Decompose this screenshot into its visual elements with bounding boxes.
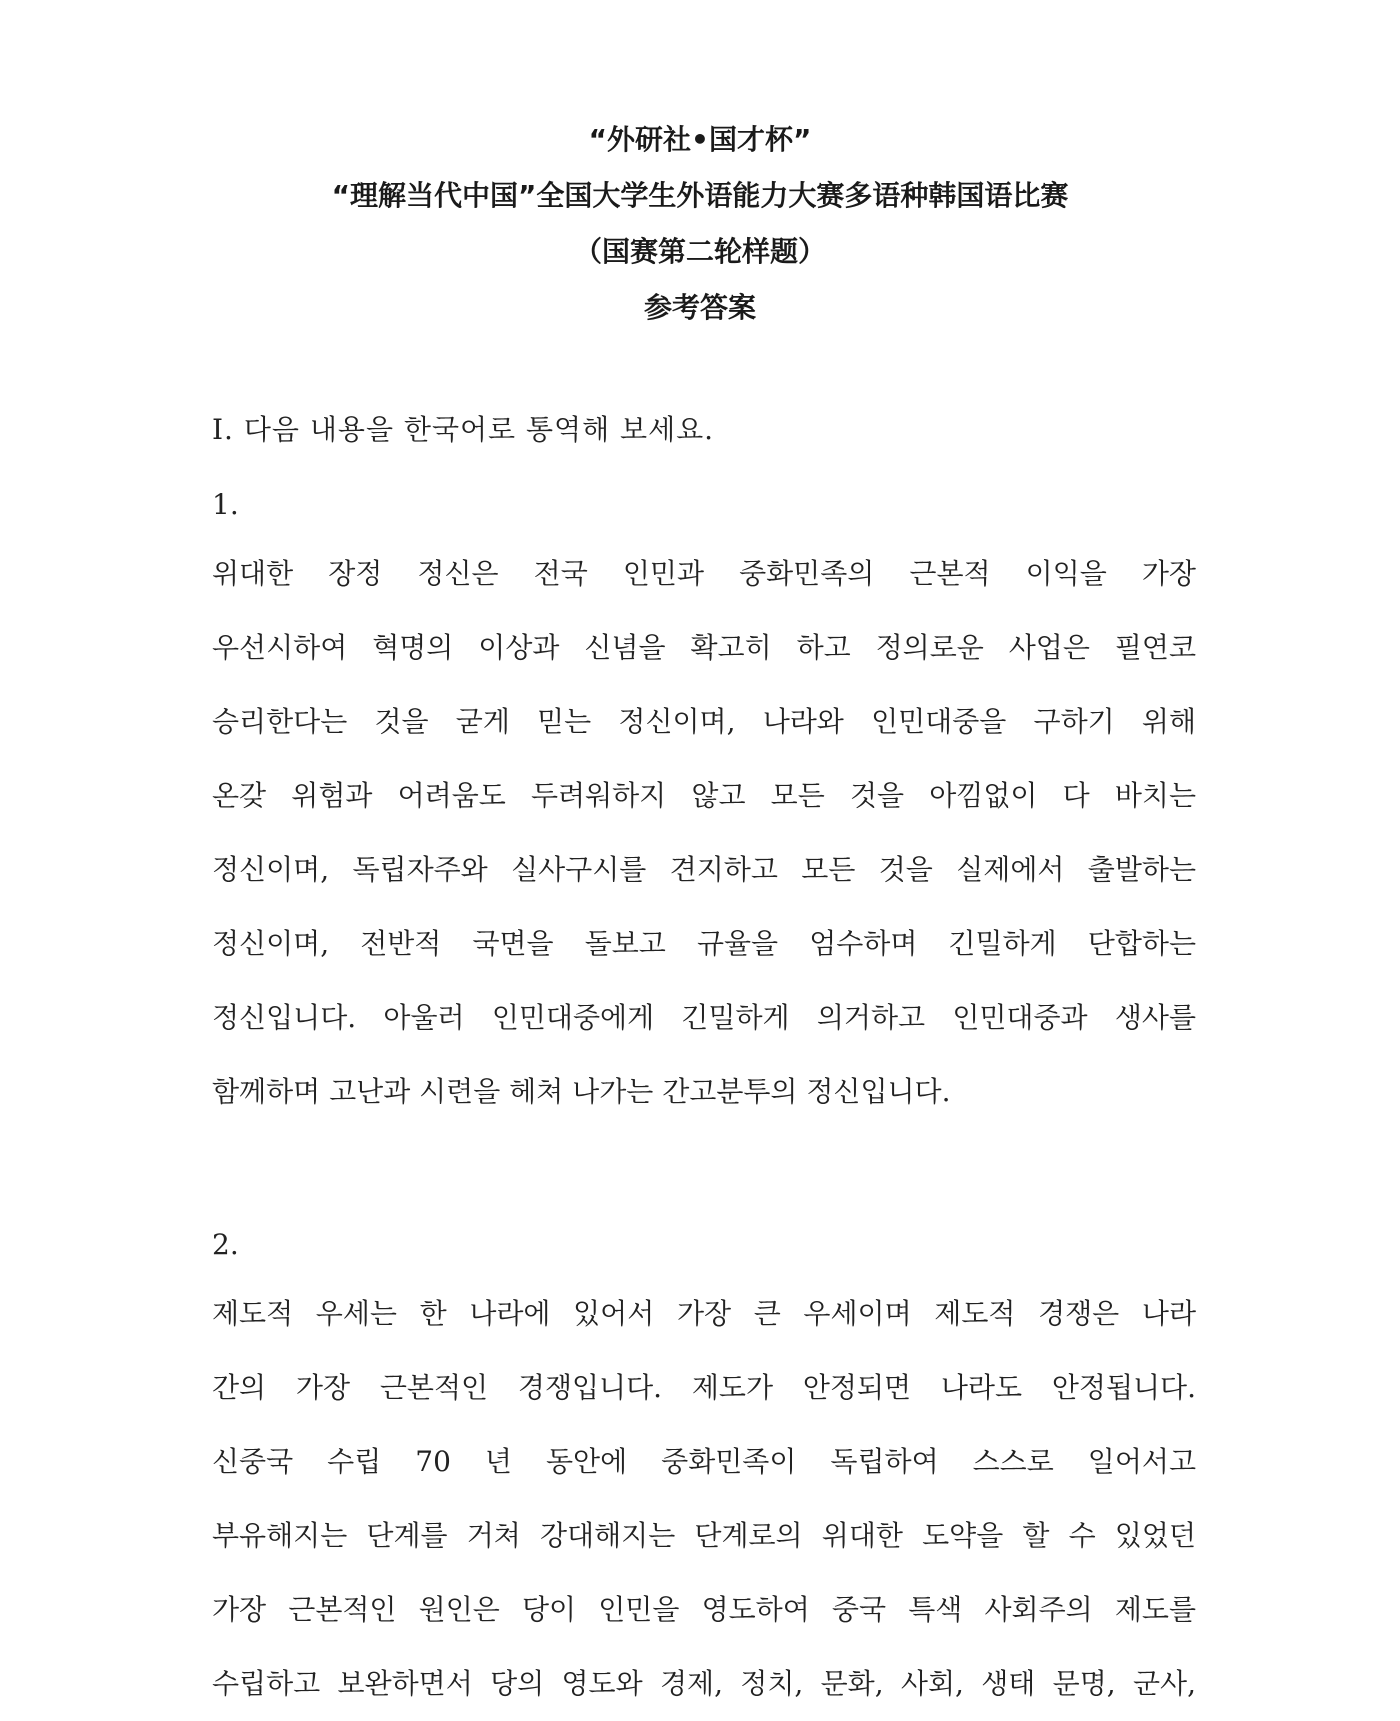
document-header — [0, 112, 1400, 336]
item-2-number: 2. — [212, 1228, 239, 1261]
section-title: I. 다음 내용을 한국어로 통역해 보세요. — [212, 413, 715, 446]
paragraph-line: 정신입니다. 아울러 인민대중에게 긴밀하게 의거하고 인민대중과 생사를 — [212, 1001, 1196, 1034]
paragraph-line: 정신이며, 독립자주와 실사구시를 견지하고 모든 것을 실제에서 출발하는 — [212, 853, 1196, 886]
header-line-answer-key: 参考答案 — [643, 291, 756, 324]
paragraph-line: 제도적 우세는 한 나라에 있어서 가장 큰 우세이며 제도적 경쟁은 나라 — [212, 1297, 1196, 1330]
paragraph-line: 간의 가장 근본적인 경쟁입니다. 제도가 안정되면 나라도 안정됩니다. — [212, 1371, 1196, 1404]
item-2-paragraph — [212, 1277, 1196, 1721]
paragraph-line: 위대한 장정 정신은 전국 인민과 중화민족의 근본적 이익을 가장 — [212, 557, 1196, 590]
item-1-paragraph — [212, 537, 1196, 1129]
item-1-number: 1. — [212, 488, 239, 521]
paragraph-line: 가장 근본적인 원인은 당이 인민을 영도하여 중국 특색 사회주의 제도를 — [212, 1593, 1196, 1626]
header-line-round: （国赛第二轮样题） — [573, 235, 826, 268]
paragraph-line: 승리한다는 것을 굳게 믿는 정신이며, 나라와 인민대중을 구하기 위해 — [212, 705, 1196, 738]
paragraph-line: 신중국 수립 70 년 동안에 중화민족이 독립하여 스스로 일어서고 — [212, 1445, 1196, 1478]
paragraph-line: 함께하며 고난과 시련을 헤쳐 나가는 간고분투의 정신입니다. — [212, 1075, 951, 1108]
paragraph-line: 우선시하여 혁명의 이상과 신념을 확고히 하고 정의로운 사업은 필연코 — [212, 631, 1196, 664]
paragraph-line: 부유해지는 단계를 거쳐 강대해지는 단계로의 위대한 도약을 할 수 있었던 — [212, 1519, 1197, 1552]
header-line-competition-name: “理解当代中国”全国大学生外语能力大赛多语种韩国语比赛 — [331, 179, 1069, 212]
paragraph-line: 정신이며, 전반적 국면을 돌보고 규율을 엄수하며 긴밀하게 단합하는 — [212, 927, 1196, 960]
header-line-competition-brand: “外研社•国才杯” — [588, 123, 812, 156]
paragraph-line: 수립하고 보완하면서 당의 영도와 경제, 정치, 문화, 사회, 생태 문명, 군사, — [212, 1667, 1196, 1700]
paragraph-line: 온갖 위험과 어려움도 두려워하지 않고 모든 것을 아낌없이 다 바치는 — [212, 779, 1196, 812]
